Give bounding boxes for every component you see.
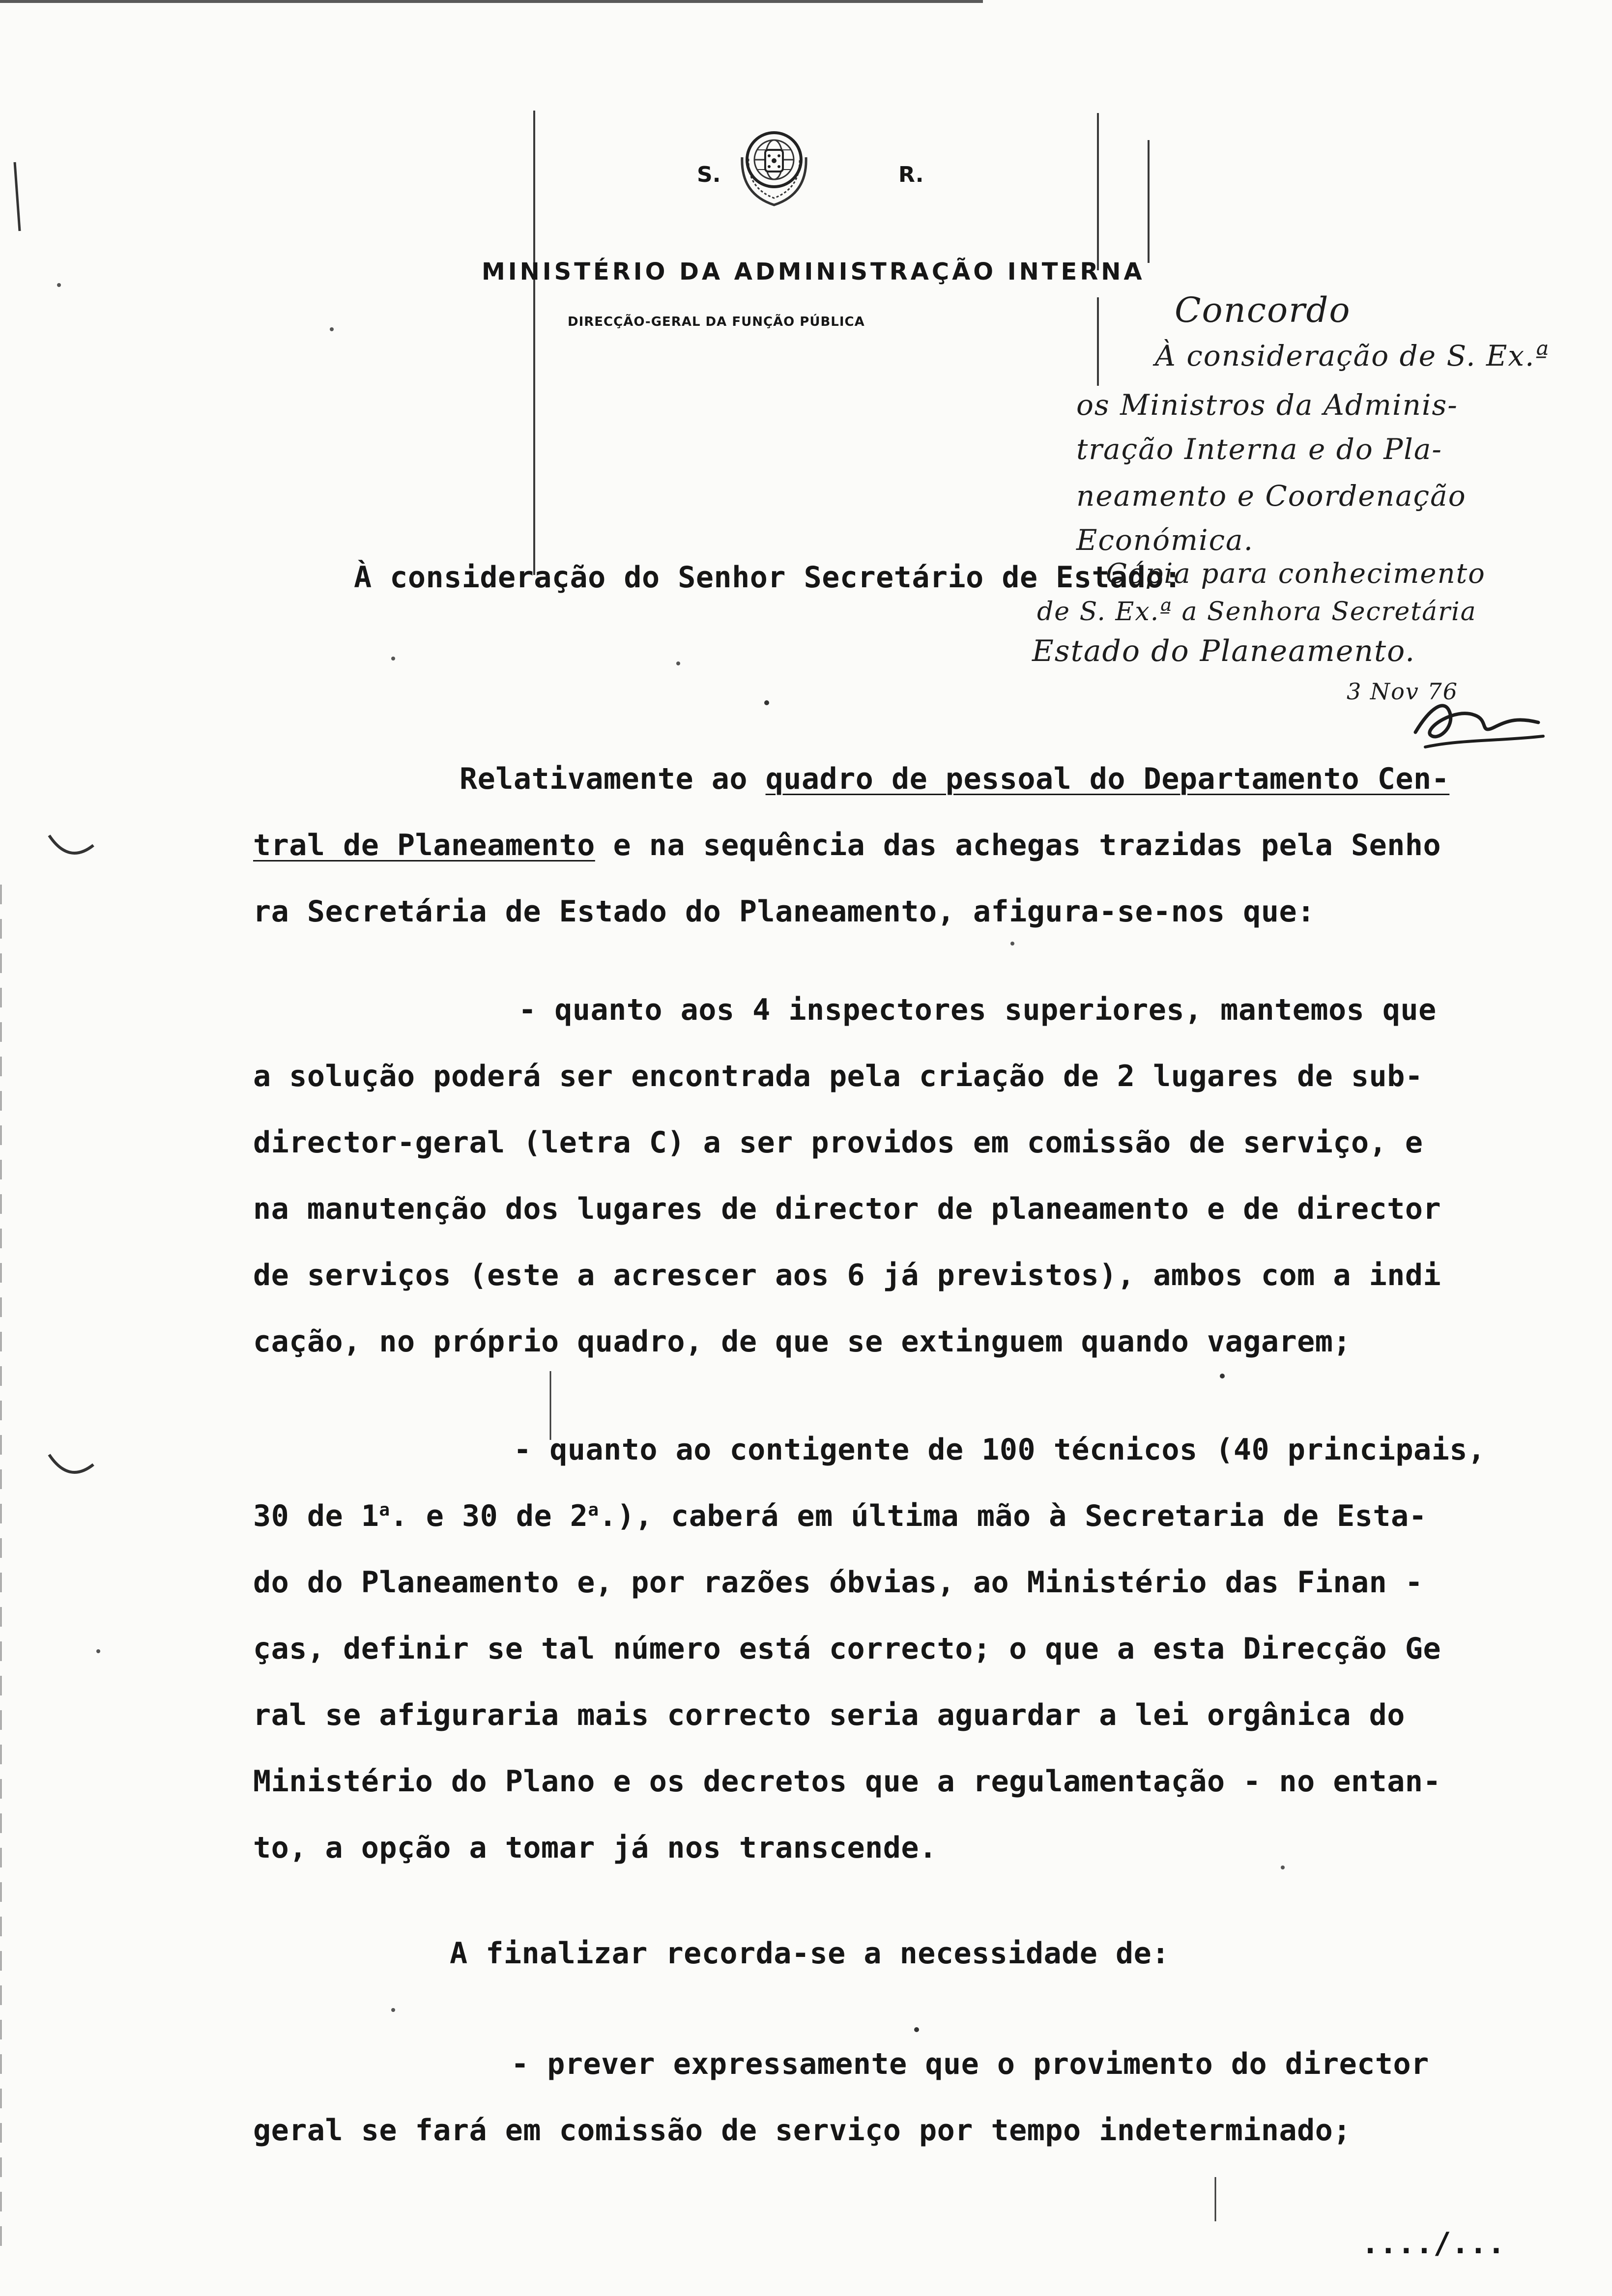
handwritten-line: tração Interna e do Pla-: [1076, 432, 1443, 466]
memo-paragraph-5-line: - prever expressamente que o provimento do director: [511, 2047, 1429, 2081]
letterhead-s: S.: [697, 162, 721, 187]
handwritten-line: Económica.: [1076, 523, 1254, 557]
coat-of-arms-seal: [735, 125, 813, 209]
memo-paragraph-5-line: geral se fará em comissão de serviço por tempo indeterminado;: [253, 2113, 1352, 2148]
handwritten-line: os Ministros da Adminis-: [1076, 388, 1458, 422]
memo-paragraph-2-line: - quanto aos 4 inspectores superiores, mantemos que: [518, 993, 1437, 1027]
memo-paragraph-1-line: tral de Planeamento e na sequência das achegas trazidas pela Senho: [253, 828, 1441, 862]
underlined-text: tral de Planeamento: [253, 828, 595, 862]
handwritten-line: neamento e Coordenação: [1076, 479, 1467, 513]
memo-paragraph-1-line: Relativamente ao quadro de pessoal do Departamento Cen-: [460, 762, 1450, 796]
right-margin-rule-lower: [1097, 297, 1099, 386]
memo-paragraph-3-line: ral se afiguraria mais correcto seria aguardar a lei orgânica do: [253, 1698, 1405, 1732]
memo-paragraph-3-line: - quanto ao contigente de 100 técnicos (40 principais,: [514, 1433, 1486, 1467]
memo-paragraph-3-line: do do Planeamento e, por razões óbvias, ao Ministério das Finan -: [253, 1565, 1423, 1600]
memo-paragraph-2-line: na manutenção dos lugares de director de planeamento e de director: [253, 1192, 1441, 1226]
handwritten-line: de S. Ex.ª a Senhora Secretária: [1037, 597, 1477, 627]
left-margin-rule: [533, 111, 535, 575]
memo-paragraph-3-line: 30 de 1$^a$. e 30 de 2$^a$.), caberá em última mão à Secretaria de Esta-: [253, 1499, 1427, 1533]
memo-paragraph-2-line: de serviços (este a acrescer aos 6 já previstos), ambos com a indi: [253, 1258, 1441, 1292]
right-margin-rule-outer: [1148, 140, 1150, 263]
handwritten-line: Cópia para conhecimento: [1106, 558, 1486, 590]
handwritten-signature: [1396, 688, 1553, 757]
memo-paragraph-2-line: a solução poderá ser encontrada pela criação de 2 lugares de sub-: [253, 1059, 1423, 1093]
memo-paragraph-2-line: director-geral (letra C) a ser providos em comissão de serviço, e: [253, 1125, 1423, 1160]
memo-addressee: À consideração do Senhor Secretário de Estado:: [354, 560, 1182, 595]
top-edge-line: [0, 0, 983, 3]
memo-paragraph-3-line: ças, definir se tal número está correcto; o que a esta Direcção Ge: [253, 1632, 1441, 1666]
handwritten-line: Concordo: [1175, 290, 1351, 330]
memo-paragraph-4: A finalizar recorda-se a necessidade de:: [450, 1936, 1170, 1971]
ministry-heading: MINISTÉRIO DA ADMINISTRAÇÃO INTERNA: [482, 258, 1145, 286]
memo-paragraph-1-line: ra Secretária de Estado do Planeamento, afigura-se-nos que:: [253, 894, 1315, 929]
underlined-text: quadro de pessoal do Departamento Cen-: [765, 762, 1450, 796]
handwritten-line: À consideração de S. Ex.ª: [1155, 339, 1550, 373]
memo-paragraph-2-line: cação, no próprio quadro, de que se extinguem quando vagarem;: [253, 1324, 1352, 1359]
right-margin-rule: [1097, 113, 1099, 270]
direccao-subheading: DIRECÇÃO-GERAL DA FUNÇÃO PÚBLICA: [568, 315, 865, 329]
handwritten-date: 3 Nov 76: [1347, 678, 1458, 705]
letterhead-r: R.: [898, 162, 924, 187]
handwritten-line: Estado do Planeamento.: [1032, 634, 1416, 668]
memo-paragraph-3-line: Ministério do Plano e os decretos que a regulamentação - no entan-: [253, 1764, 1441, 1799]
memo-paragraph-3-line: to, a opção a tomar já nos transcende.: [253, 1831, 937, 1865]
continuation-marker: ..../...: [1361, 2226, 1505, 2261]
